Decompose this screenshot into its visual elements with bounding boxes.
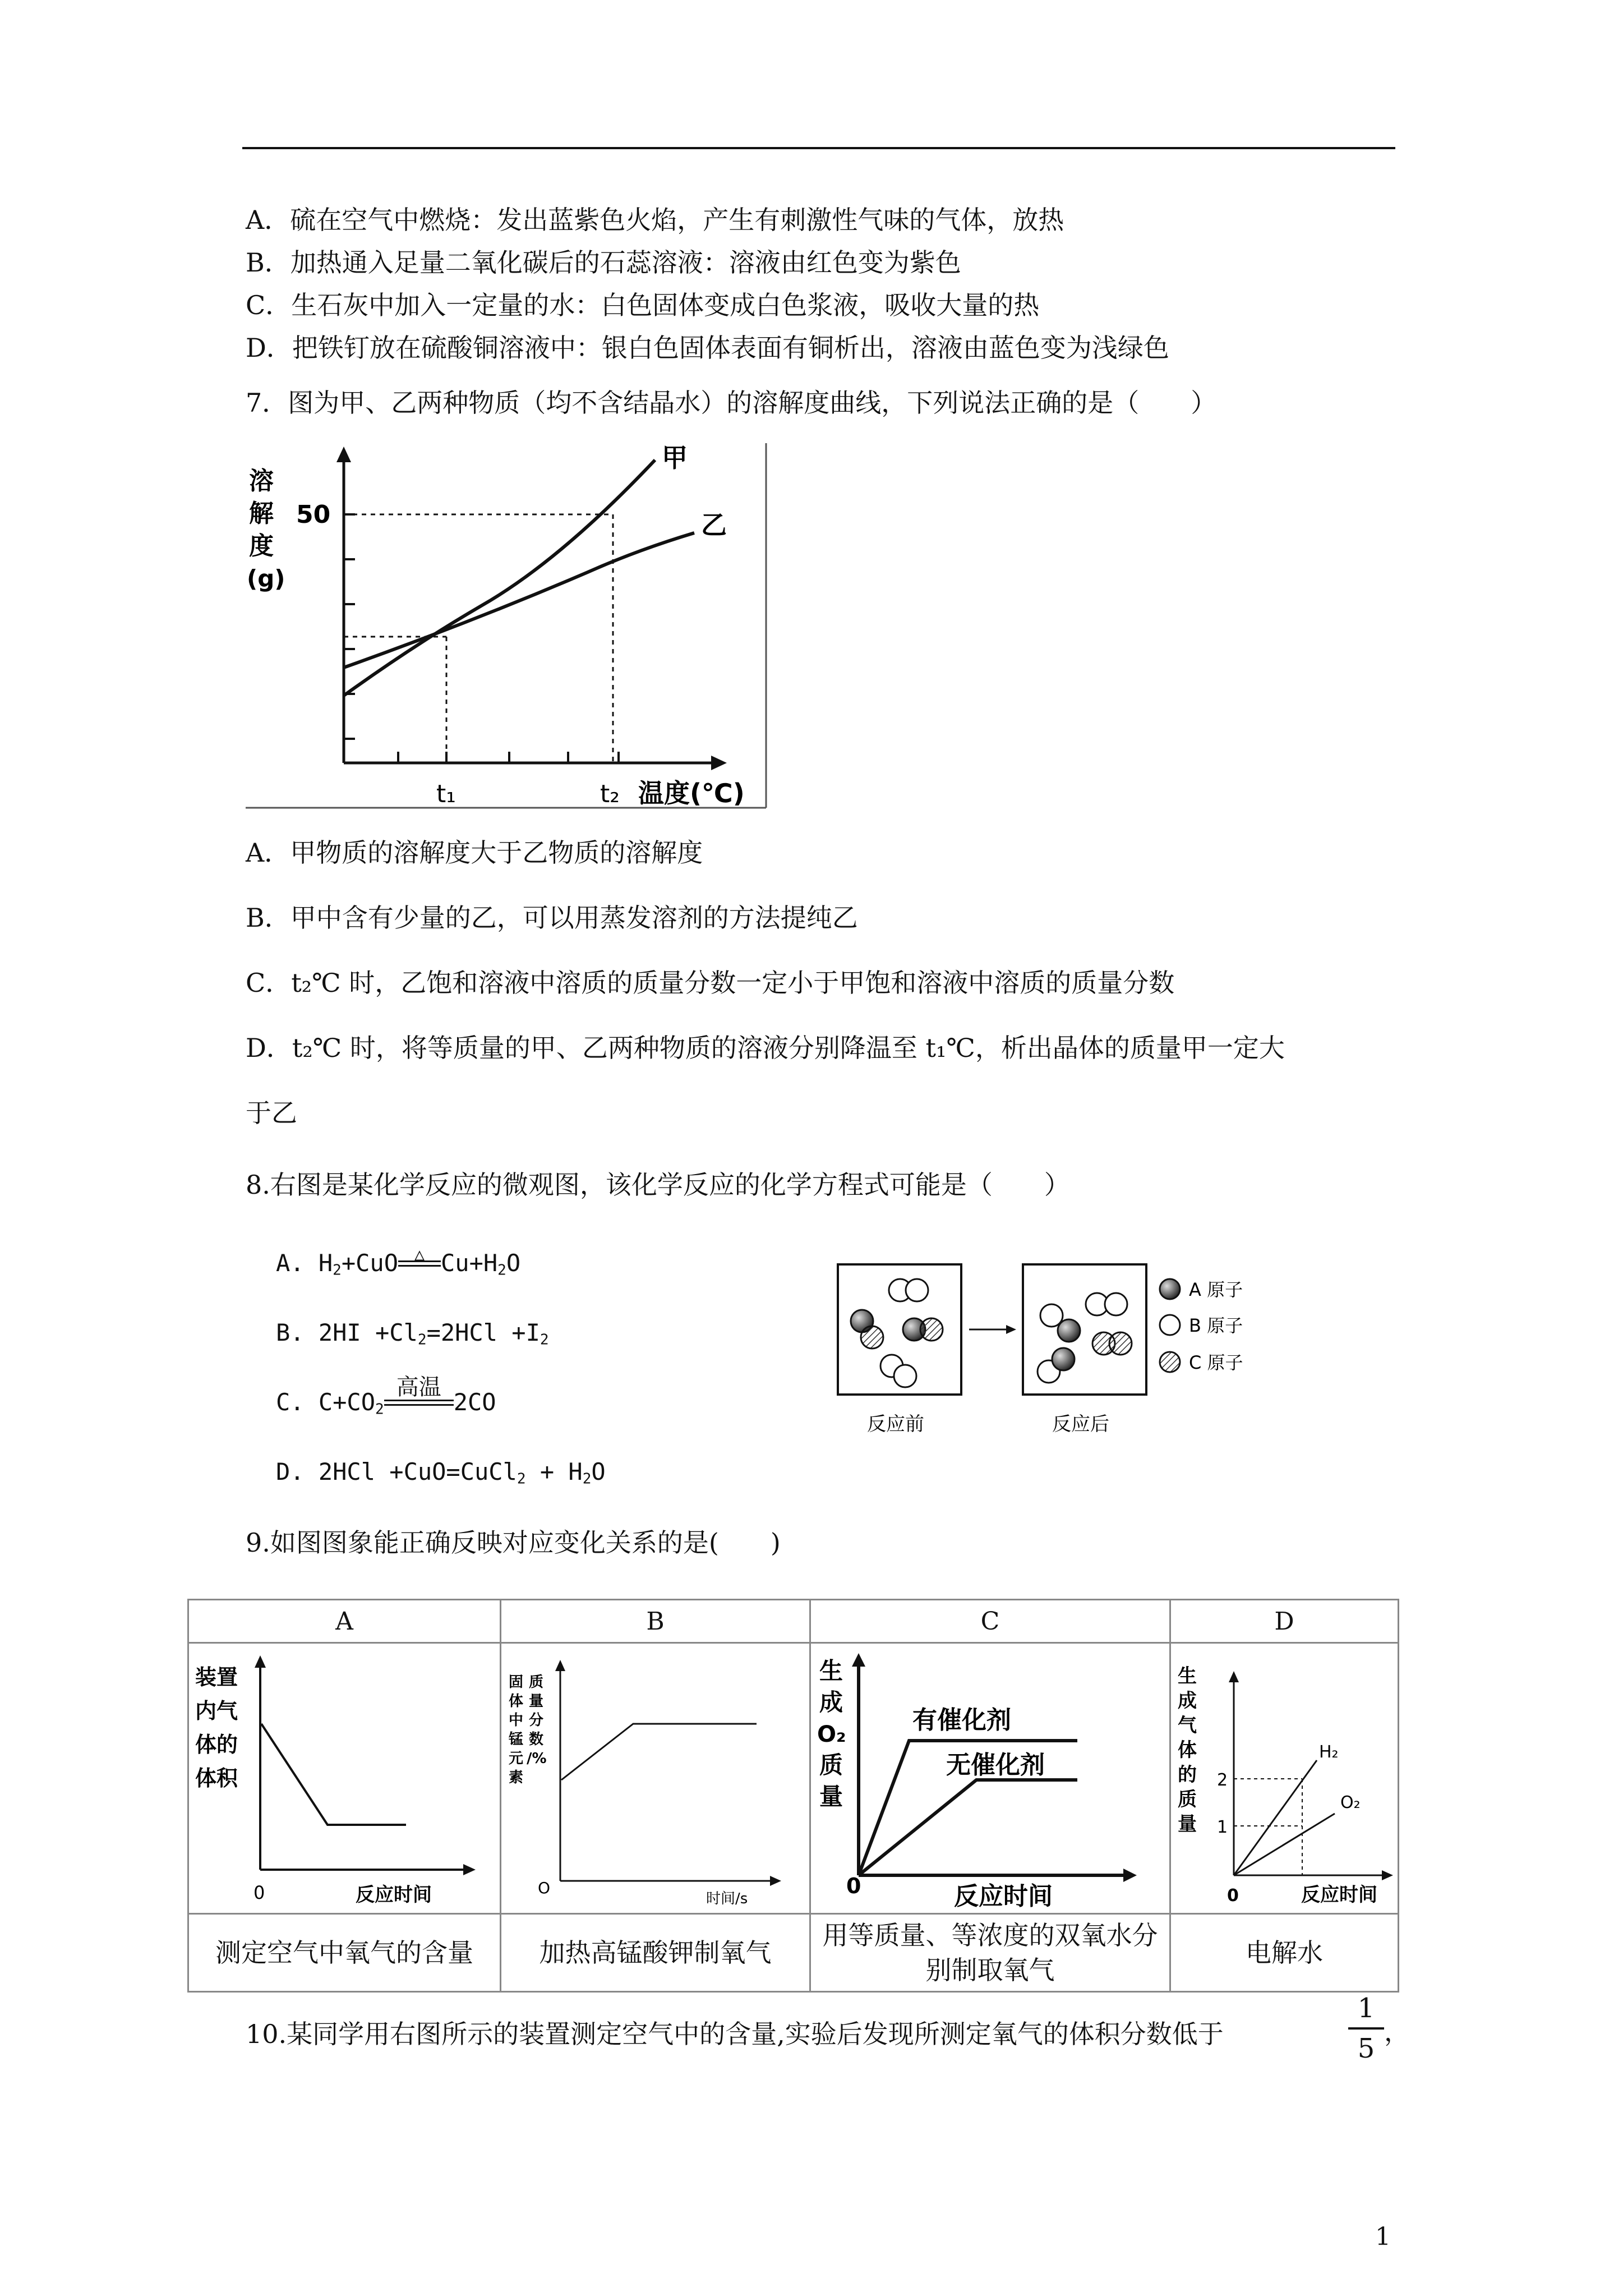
- b-ylabel: 体: [508, 1693, 523, 1710]
- sub: 2: [517, 1470, 526, 1488]
- q8-d-text: D. 2HCl +CuO=CuCl: [276, 1458, 517, 1485]
- curve-a: [261, 1724, 406, 1825]
- series-yi-label: 乙: [701, 510, 727, 540]
- header-c: C: [810, 1600, 1170, 1643]
- fraction-one-fifth: [1348, 1991, 1384, 2065]
- curve-b: [561, 1724, 757, 1780]
- y50-label: 50: [296, 500, 331, 529]
- q8-c-text: 2CO: [453, 1388, 496, 1416]
- q6-option-b: B．加热通入足量二氧化碳后的石蕊溶液：溶液由红色变为紫色: [246, 247, 961, 278]
- d-tick-1: 1: [1217, 1818, 1228, 1837]
- fraction-denominator: 5: [1357, 2033, 1375, 2064]
- q9-stem: 9.如图图象能正确反映对应变化关系的是( ): [246, 1527, 781, 1558]
- caption-c: 用等质量、等浓度的双氧水分别制取氧气: [810, 1914, 1170, 1992]
- sub: 2: [497, 1262, 506, 1279]
- heat-condition: △: [414, 1244, 425, 1264]
- q8-a-text: O: [506, 1249, 521, 1277]
- c-ylabel: 质: [819, 1751, 843, 1779]
- q7-option-d-line2: 于乙: [246, 1098, 297, 1128]
- d-ylabel: 量: [1178, 1813, 1197, 1835]
- after-label: 反应后: [1052, 1413, 1109, 1435]
- b-ylabel: 元: [508, 1750, 523, 1767]
- c-no-catalyst-label: 无催化剂: [946, 1751, 1045, 1779]
- q7-option-d-line1: D．t₂℃ 时，将等质量的甲、乙两种物质的溶液分别降温至 t₁℃，析出晶体的质量甲一定大: [246, 1033, 1285, 1063]
- b-origin: O: [537, 1879, 550, 1897]
- q10-tail: ，: [1384, 2017, 1410, 2047]
- sub: 2: [582, 1470, 592, 1488]
- sub: 2: [333, 1262, 342, 1279]
- q6-option-a: A．硫在空气中燃烧：发出蓝紫色火焰，产生有刺激性气味的气体，放热: [246, 205, 1064, 235]
- c-catalyst-label: 有催化剂: [912, 1706, 1011, 1734]
- curve-no-catalyst: [859, 1780, 1077, 1875]
- curve-jia: [344, 460, 655, 696]
- ylabel-1: 溶: [249, 467, 274, 495]
- legend-b: B 原子: [1189, 1315, 1243, 1336]
- graph-cell-d: [1170, 1643, 1399, 1914]
- a-ylabel: 体的: [195, 1732, 238, 1757]
- graph-cell-a: [188, 1643, 501, 1914]
- heat-arrow: [398, 1244, 441, 1271]
- q8-micro-diagram: [836, 1262, 1284, 1447]
- x-axis-arrow: [711, 756, 727, 770]
- q8-a-text: +CuO: [341, 1249, 398, 1277]
- q8-d-text: O: [591, 1458, 606, 1485]
- q8-option-c: [276, 1374, 496, 1427]
- d-xlabel: 反应时间: [1301, 1884, 1377, 1906]
- sub: 2: [375, 1401, 384, 1418]
- t2-label: t₂: [600, 780, 620, 808]
- curve-yi: [344, 533, 694, 668]
- graph-cell-c: [810, 1643, 1170, 1914]
- d-ylabel: 成: [1178, 1690, 1197, 1712]
- graph-c: [814, 1645, 1167, 1909]
- b-ylabel: 固: [508, 1674, 523, 1691]
- header-b: B: [501, 1600, 810, 1643]
- a-xlabel: 反应时间: [356, 1884, 432, 1906]
- legend-c: C 原子: [1189, 1352, 1243, 1373]
- c-ylabel: O₂: [817, 1722, 846, 1747]
- d-ylabel: 气: [1178, 1714, 1197, 1737]
- y-axis-arrow: [336, 447, 351, 462]
- q8-c-text: C. C+CO: [276, 1388, 376, 1416]
- a-origin: 0: [253, 1882, 265, 1903]
- fraction-numerator: 1: [1357, 1993, 1375, 2024]
- graph-cell-b: [501, 1643, 810, 1914]
- a-ylabel: 装置: [195, 1665, 238, 1690]
- d-ylabel: 体: [1178, 1739, 1197, 1761]
- q8-d-text: + H: [525, 1458, 583, 1485]
- header-a: A: [188, 1600, 501, 1643]
- caption-d: 电解水: [1170, 1914, 1399, 1992]
- q6-option-c: C．生石灰中加入一定量的水：白色固体变成白色浆液，吸收大量的热: [246, 290, 1040, 320]
- c-origin: 0: [846, 1874, 861, 1898]
- ylabel-3: 度: [249, 532, 274, 560]
- d-h2-label: H₂: [1319, 1742, 1339, 1762]
- xlabel: 温度(℃): [638, 778, 745, 808]
- d-ylabel: 生: [1178, 1665, 1197, 1687]
- q6-option-d: D．把铁钉放在硫酸铜溶液中：银白色固体表面有铜析出，溶液由蓝色变为浅绿色: [246, 333, 1169, 363]
- ylabel-4: (g): [247, 565, 285, 592]
- d-ylabel: 的: [1178, 1764, 1197, 1786]
- c-ylabel: 量: [819, 1783, 843, 1810]
- b-ylabel: 质: [528, 1674, 543, 1691]
- q8-option-d: [276, 1455, 606, 1496]
- q9-options-table: [187, 1599, 1399, 1993]
- d-o2-label: O₂: [1340, 1793, 1361, 1812]
- graph-b: [504, 1645, 807, 1909]
- sub: 2: [417, 1331, 427, 1349]
- graph-a: [193, 1645, 496, 1909]
- reaction-arrow-head: [1006, 1325, 1016, 1334]
- b-ylabel: 分: [528, 1712, 543, 1729]
- q8-a-text: A. H: [276, 1249, 333, 1277]
- d-tick-2: 2: [1217, 1770, 1228, 1790]
- b-ylabel: 素: [508, 1769, 523, 1786]
- q7-option-a: A．甲物质的溶解度大于乙物质的溶解度: [246, 838, 703, 868]
- d-origin: 0: [1227, 1886, 1239, 1906]
- b-ylabel: 量: [528, 1693, 543, 1710]
- graph-d: [1172, 1645, 1396, 1909]
- d-ylabel: 质: [1178, 1788, 1197, 1811]
- header-rule: [242, 147, 1395, 149]
- c-ylabel: 生: [819, 1657, 843, 1685]
- page-number: 1: [1375, 2223, 1391, 2251]
- a-ylabel: 内气: [195, 1699, 238, 1723]
- ylabel-2: 解: [249, 499, 274, 528]
- b-ylabel: /%: [526, 1750, 547, 1767]
- q8-a-text: Cu+H: [441, 1249, 498, 1277]
- high-temp-condition: 高温: [396, 1374, 441, 1400]
- q8-option-b: [276, 1316, 549, 1357]
- header-d: D: [1170, 1600, 1399, 1643]
- caption-b: 加热高锰酸钾制氧气: [501, 1914, 810, 1992]
- caption-a: 测定空气中氧气的含量: [188, 1914, 501, 1992]
- q7-solubility-graph: [246, 443, 773, 813]
- before-label: 反应前: [867, 1413, 924, 1435]
- fraction-bar: [1348, 2027, 1384, 2030]
- sub: 2: [540, 1331, 549, 1349]
- series-jia-label: 甲: [662, 443, 688, 473]
- b-xlabel: 时间/s: [706, 1890, 748, 1907]
- q7-stem: 7．图为甲、乙两种物质（均不含结晶水）的溶解度曲线，下列说法正确的是（ ）: [246, 388, 1217, 418]
- q7-option-b: B．甲中含有少量的乙，可以用蒸发溶剂的方法提纯乙: [246, 903, 858, 933]
- c-xlabel: 反应时间: [953, 1882, 1053, 1909]
- q8-b-text: =2HCl +I: [426, 1319, 540, 1346]
- c-ylabel: 成: [819, 1688, 843, 1716]
- b-ylabel: 中: [508, 1712, 523, 1729]
- a-ylabel: 体积: [195, 1766, 238, 1791]
- b-ylabel: 数: [528, 1731, 543, 1748]
- t1-label: t₁: [436, 780, 456, 808]
- q8-b-text: B. 2HI +Cl: [276, 1319, 418, 1346]
- high-temp-arrow: [384, 1374, 454, 1410]
- q10-stem: 10.某同学用右图所示的装置测定空气中的含量,实验后发现所测定氧气的体积分数低于: [246, 2019, 1224, 2049]
- q8-option-a: [276, 1246, 520, 1287]
- q7-option-c: C．t₂℃ 时，乙饱和溶液中溶质的质量分数一定小于甲饱和溶液中溶质的质量分数: [246, 968, 1175, 998]
- line-o2: [1234, 1814, 1335, 1875]
- legend-a: A 原子: [1189, 1279, 1243, 1300]
- line-h2: [1234, 1760, 1317, 1875]
- b-ylabel: 锰: [508, 1731, 523, 1748]
- q8-stem: 8.右图是某化学反应的微观图，该化学反应的化学方程式可能是（ ）: [246, 1170, 1070, 1200]
